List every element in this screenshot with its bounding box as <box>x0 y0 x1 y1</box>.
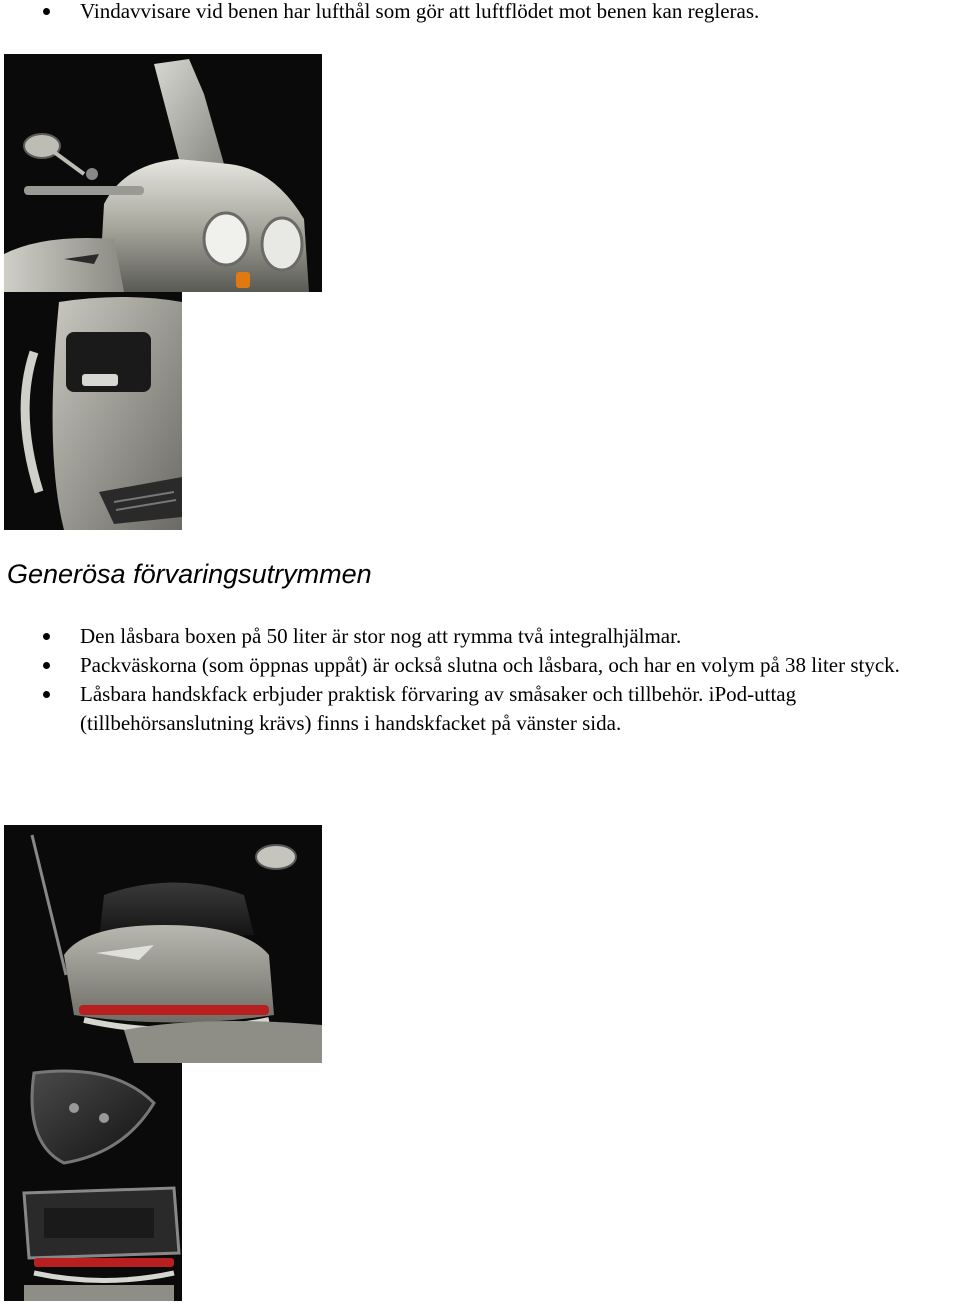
bullet-icon <box>43 633 50 640</box>
list-item <box>0 651 960 680</box>
section-heading: Generösa förvaringsutrymmen <box>7 559 372 589</box>
list-item-text: Den låsbara boxen på 50 liter är stor nog att rymma två integralhjälmar. <box>80 624 682 648</box>
list-item-text: Packväskorna (som öppnas uppåt) är också slutna och låsbara, och har en volym på 38 liter styck. <box>80 653 900 677</box>
list-item-text: Låsbara handskfack erbjuder praktisk förvaring av småsaker och tillbehör. iPod-uttag (tillbehörsanslutning krävs) finns i handskfacket på vänster sida. <box>80 682 797 735</box>
glovebox-photo <box>4 292 182 530</box>
list-item <box>0 680 960 738</box>
list-item-text: Vindavvisare vid benen har lufthål som gör att luftflödet mot benen kan regleras. <box>80 0 760 23</box>
storage-bullet-list <box>0 622 960 738</box>
bullet-icon <box>43 691 50 698</box>
list-item <box>0 622 960 651</box>
list-item <box>0 0 960 26</box>
intro-bullet-list <box>0 0 960 26</box>
bullet-icon <box>43 8 50 15</box>
topcase-photo <box>4 825 322 1063</box>
bullet-icon <box>43 662 50 669</box>
fairing-photo <box>4 54 322 292</box>
topcase-open-photo <box>4 1063 182 1301</box>
